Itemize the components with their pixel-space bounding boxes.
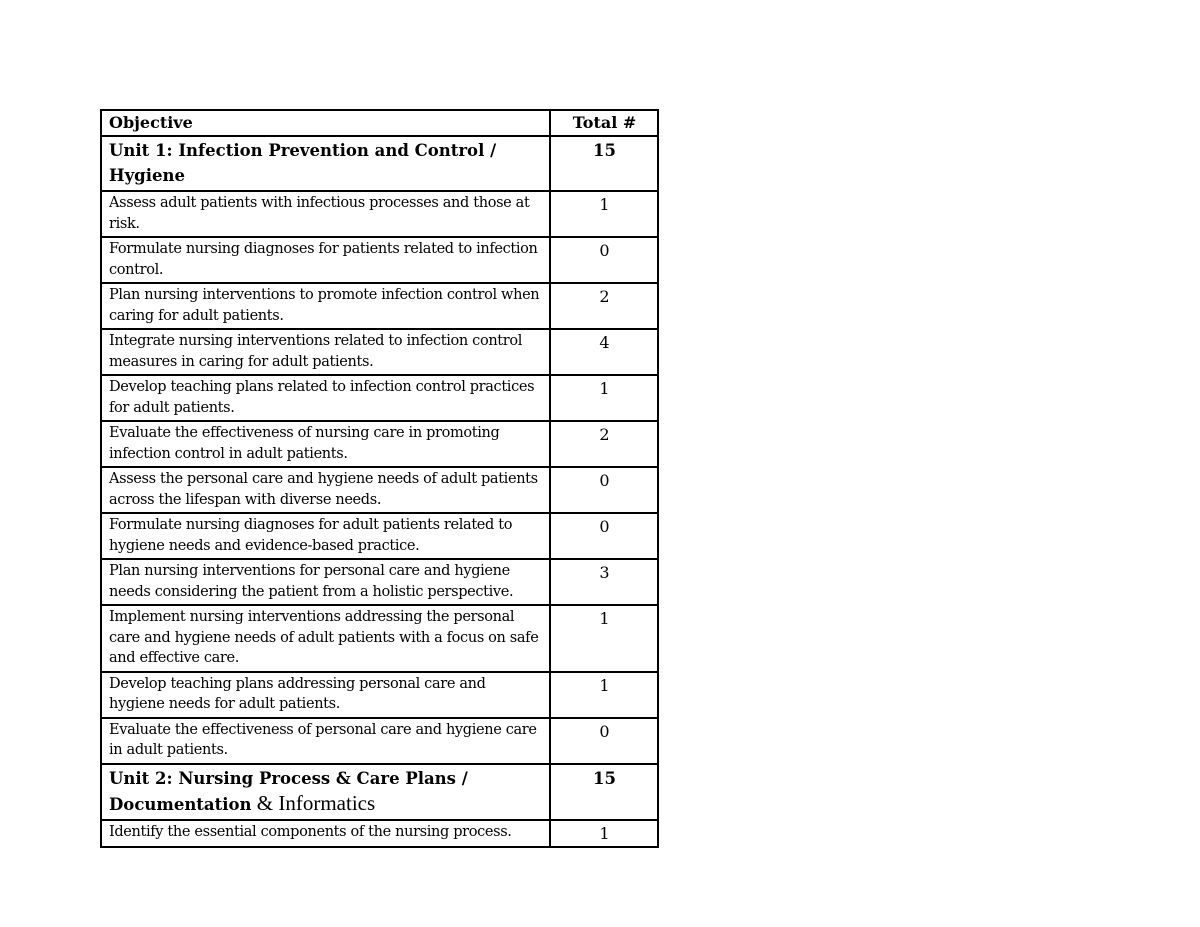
table-row [101, 237, 658, 283]
unit1-total: 15 [550, 136, 658, 191]
objective-cell: Plan nursing interventions for personal care and hygiene needs considering the patient from a holistic perspective. [101, 559, 550, 605]
table-row [101, 191, 658, 237]
objective-column-header: Objective [101, 110, 550, 136]
total-cell: 0 [550, 513, 658, 559]
objective-cell: Implement nursing interventions addressing the personal care and hygiene needs of adult patients with a focus on safe and effective care. [101, 605, 550, 672]
total-cell: 0 [550, 467, 658, 513]
objective-cell: Assess adult patients with infectious processes and those at risk. [101, 191, 550, 237]
objective-cell: Develop teaching plans related to infection control practices for adult patients. [101, 375, 550, 421]
objective-cell: Integrate nursing interventions related to infection control measures in caring for adult patients. [101, 329, 550, 375]
table-row [101, 605, 658, 672]
objective-cell: Plan nursing interventions to promote infection control when caring for adult patients. [101, 283, 550, 329]
table-row [101, 672, 658, 718]
unit2-title-main: Unit 2: Nursing Process & Care Plans / Documentation [109, 768, 468, 814]
table-row [101, 820, 658, 848]
total-cell: 2 [550, 283, 658, 329]
total-cell: 0 [550, 237, 658, 283]
objective-cell: Identify the essential components of the nursing process. [101, 820, 550, 848]
table-header-row [101, 110, 658, 136]
unit1-heading-row [101, 136, 658, 191]
total-cell: 1 [550, 672, 658, 718]
table-row [101, 329, 658, 375]
unit1-title: Unit 1: Infection Prevention and Control / Hygiene [101, 136, 550, 191]
total-cell: 1 [550, 375, 658, 421]
objective-cell: Evaluate the effectiveness of nursing care in promoting infection control in adult patients. [101, 421, 550, 467]
total-cell: 1 [550, 191, 658, 237]
total-cell: 3 [550, 559, 658, 605]
unit2-title-tail: & Informatics [251, 790, 376, 815]
total-cell: 4 [550, 329, 658, 375]
unit2-total: 15 [550, 764, 658, 820]
table-row [101, 559, 658, 605]
unit2-title [101, 764, 550, 820]
table-row [101, 513, 658, 559]
table-row [101, 421, 658, 467]
table-row [101, 375, 658, 421]
table-row [101, 467, 658, 513]
objective-cell: Formulate nursing diagnoses for adult patients related to hygiene needs and evidence-based practice. [101, 513, 550, 559]
objective-cell: Formulate nursing diagnoses for patients related to infection control. [101, 237, 550, 283]
table-row [101, 718, 658, 764]
total-cell: 1 [550, 820, 658, 848]
total-column-header: Total # [550, 110, 658, 136]
table-row [101, 283, 658, 329]
objective-cell: Assess the personal care and hygiene needs of adult patients across the lifespan with diverse needs. [101, 467, 550, 513]
total-cell: 2 [550, 421, 658, 467]
total-cell: 0 [550, 718, 658, 764]
unit2-heading-row [101, 764, 658, 820]
objective-cell: Develop teaching plans addressing personal care and hygiene needs for adult patients. [101, 672, 550, 718]
total-cell: 1 [550, 605, 658, 672]
objective-cell: Evaluate the effectiveness of personal care and hygiene care in adult patients. [101, 718, 550, 764]
objectives-table [100, 109, 659, 848]
